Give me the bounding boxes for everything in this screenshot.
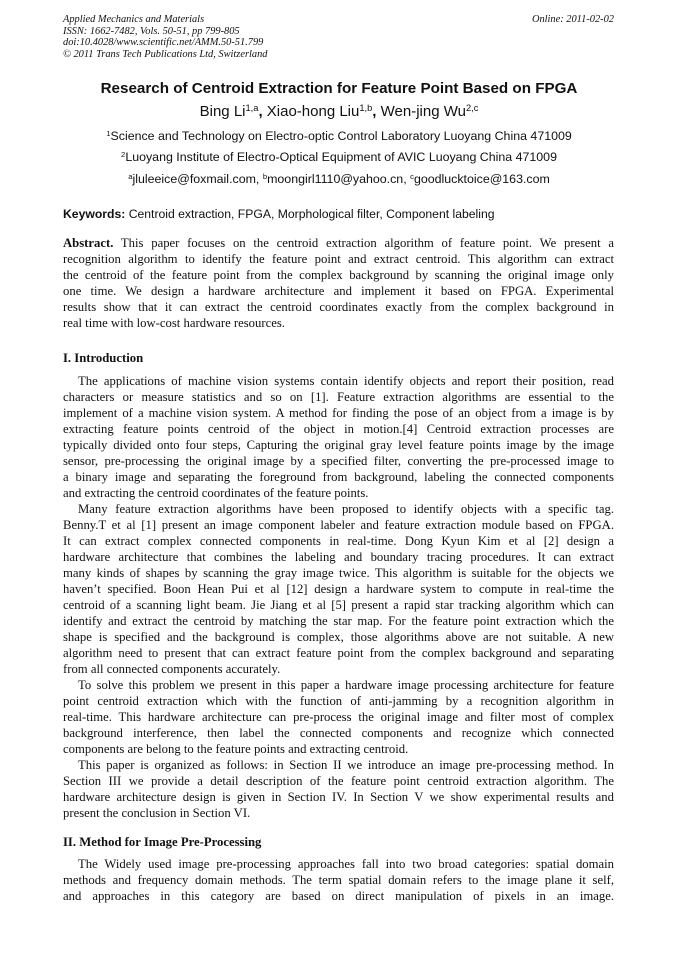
abstract-line xyxy=(63,283,614,299)
paragraph-line: characters or measure statistics and so on [1]. Feature extraction algorithms are essential to the xyxy=(63,390,614,404)
keywords xyxy=(63,207,495,221)
email-mark: c xyxy=(410,171,414,181)
paper-title: Research of Centroid Extraction for Feature Point Based on FPGA xyxy=(100,80,578,97)
copyright: © 2011 Trans Tech Publications Ltd, Switzerland xyxy=(63,48,268,60)
paragraph-line: from all connected components accurately. xyxy=(63,662,281,676)
author-affiliation-mark: 2,c xyxy=(465,102,479,113)
paragraph-line: shape is specified and the background is complex, those algorithms above are not suitable. A new xyxy=(63,630,614,644)
abstract-line xyxy=(63,235,614,251)
abstract-text: the centroid of the feature point from the complex background by scanning the original image only xyxy=(63,268,614,282)
paragraph-line: sensor, pre-processing the original image by a specified filter, converting the pre-processed image to xyxy=(63,454,614,468)
abstract-text: results show that it can extract the centroid coordinates exactly from the complex background in xyxy=(63,300,614,314)
journal-header xyxy=(63,14,267,60)
author-name: Wen-jing Wu xyxy=(380,103,466,120)
paragraph-line: haven’t specified. Boon Hean Pui et al [12] design a hardware system to compute in real-time the xyxy=(63,582,614,596)
abstract-line xyxy=(63,315,614,331)
paragraph-line: and extracting the centroid coordinates of the feature points. xyxy=(63,486,369,500)
paragraph-line: a binary image and separating the foreground from background, labeling the connected components xyxy=(63,470,614,484)
abstract-text: This paper focuses on the centroid extraction algorithm of feature point. We present a xyxy=(113,236,614,250)
author-separator: , xyxy=(372,103,381,120)
paragraph-line: The applications of machine vision systems contain identify objects and report their position, read xyxy=(78,374,614,388)
section-heading-preprocessing: II. Method for Image Pre-Processing xyxy=(63,835,262,849)
affiliation-2 xyxy=(0,150,678,164)
author-name: Xiao-hong Liu xyxy=(266,103,360,120)
paragraph-line: implement of a machine vision system. A method for finding the pose of an object from a image is by xyxy=(63,406,614,420)
paragraph-line: centroid of a scanning light beam. Jie Jiang et al [5] present a rapid star tracking algorithm which can xyxy=(63,598,614,612)
affiliation-1 xyxy=(0,129,678,143)
abstract-label: Abstract. xyxy=(63,236,114,250)
affiliation-number: 1 xyxy=(106,128,111,138)
section-heading-introduction: I. Introduction xyxy=(63,351,144,365)
paragraph-line: To solve this problem we present in this paper a hardware image processing architecture for feature xyxy=(78,678,614,692)
paragraph-line: Benny.T et al [1] present an image component labeler and feature extraction module based on FPGA. xyxy=(63,518,614,532)
abstract-text: one time. We design a hardware architecture and implement it based on FPGA. Experimental xyxy=(63,284,614,298)
paragraph-line: methods and frequency domain methods. The term spatial domain refers to the image plane it self, xyxy=(63,873,614,887)
author-affiliation-mark: 1,a xyxy=(245,102,259,113)
paragraph-line: identify and extract the centroid by matching the star map. For the feature point extraction which the xyxy=(63,614,614,628)
email-mark: b xyxy=(262,171,268,181)
email-address: moongirl1110@yahoo.cn, xyxy=(267,172,411,186)
paragraph-line: and approaches in this category are based on direct manipulation of pixels in an image. xyxy=(63,889,614,903)
paragraph-line: many kinds of shapes by scanning the gray image twice. This algorithm is suitable for the objects we xyxy=(63,566,614,580)
abstract-text: real time with low-cost hardware resources. xyxy=(63,316,285,330)
paragraph-line: point centroid extraction which with the function of anti-jamming by a recognition algorithm in xyxy=(63,694,614,708)
abstract-line xyxy=(63,251,614,267)
online-date: Online: 2011-02-02 xyxy=(531,14,614,25)
paragraph-line: Section III we provide a detail description of the feature point centroid extraction algorithm. The xyxy=(63,774,614,788)
issn: ISSN: 1662-7482, Vols. 50-51, pp 799-805 xyxy=(63,25,240,37)
paragraph-line: typically divided onto four steps, Capturing the original gray level feature points image by the image xyxy=(63,438,614,452)
author-affiliation-mark: 1,b xyxy=(359,102,373,113)
abstract xyxy=(63,235,614,331)
affiliation-text: Luoyang Institute of Electro-Optical Equipment of AVIC Luoyang China 471009 xyxy=(125,150,557,164)
email-address: jluleeice@foxmail.com, xyxy=(132,172,263,186)
abstract-line xyxy=(63,267,614,283)
paragraph-line: Many feature extraction algorithms have been proposed to identify objects with a specific tag. xyxy=(78,502,614,516)
paragraph-line: hardware architecture design is given in Section IV. In Section V we show experimental results and xyxy=(63,790,614,804)
paragraph-line: hardware architecture that combines the labeling and boundary tracing procedures. It can extract xyxy=(63,550,614,564)
author-name: Bing Li xyxy=(199,103,246,120)
paragraph-line: The Widely used image pre-processing approaches fall into two broad categories: spatial domain xyxy=(78,857,614,871)
journal-name: Applied Mechanics and Materials xyxy=(63,14,205,25)
preprocessing-body xyxy=(63,856,614,904)
paragraph-line: components are belong to the feature points and extracting centroid. xyxy=(63,742,409,756)
affiliation-text: Science and Technology on Electro-optic Control Laboratory Luoyang China 471009 xyxy=(110,129,572,143)
keywords-text: Centroid extraction, FPGA, Morphological filter, Component labeling xyxy=(125,207,495,221)
email-mark: a xyxy=(128,171,133,181)
paragraph-line: extracting feature points centroid of the object in motion.[4] Centroid extraction processes are xyxy=(63,422,614,436)
affiliation-number: 2 xyxy=(121,149,126,159)
paragraph-line: present the conclusion in Section VI. xyxy=(63,806,251,820)
abstract-line xyxy=(63,299,614,315)
paragraph-line: algorithm need to present that can extract feature point from the complex background and separating xyxy=(63,646,614,660)
author-separator: , xyxy=(258,103,267,120)
paragraph-line: real-time. This hardware architecture can pre-process the original image and filter most of complex xyxy=(63,710,614,724)
keywords-label: Keywords: xyxy=(63,207,126,221)
email-address: goodlucktoice@163.com xyxy=(413,172,550,186)
introduction-body xyxy=(63,373,614,821)
author-list xyxy=(0,103,678,120)
doi: doi:10.4028/www.scientific.net/AMM.50-51.799 xyxy=(63,37,264,48)
paragraph-line: background interference, then label the connected components and recognize which connected xyxy=(63,726,614,740)
paragraph-line: This paper is organized as follows: in Section II we introduce an image pre-processing method. In xyxy=(78,758,614,772)
author-emails xyxy=(0,172,678,186)
abstract-text: recognition algorithm to identify the feature point and extract centroid. This algorithm can extract xyxy=(63,252,614,266)
paragraph-line: It can extract complex connected components in real-time. Dong Kyun Kim et al [2] design a xyxy=(63,534,614,548)
